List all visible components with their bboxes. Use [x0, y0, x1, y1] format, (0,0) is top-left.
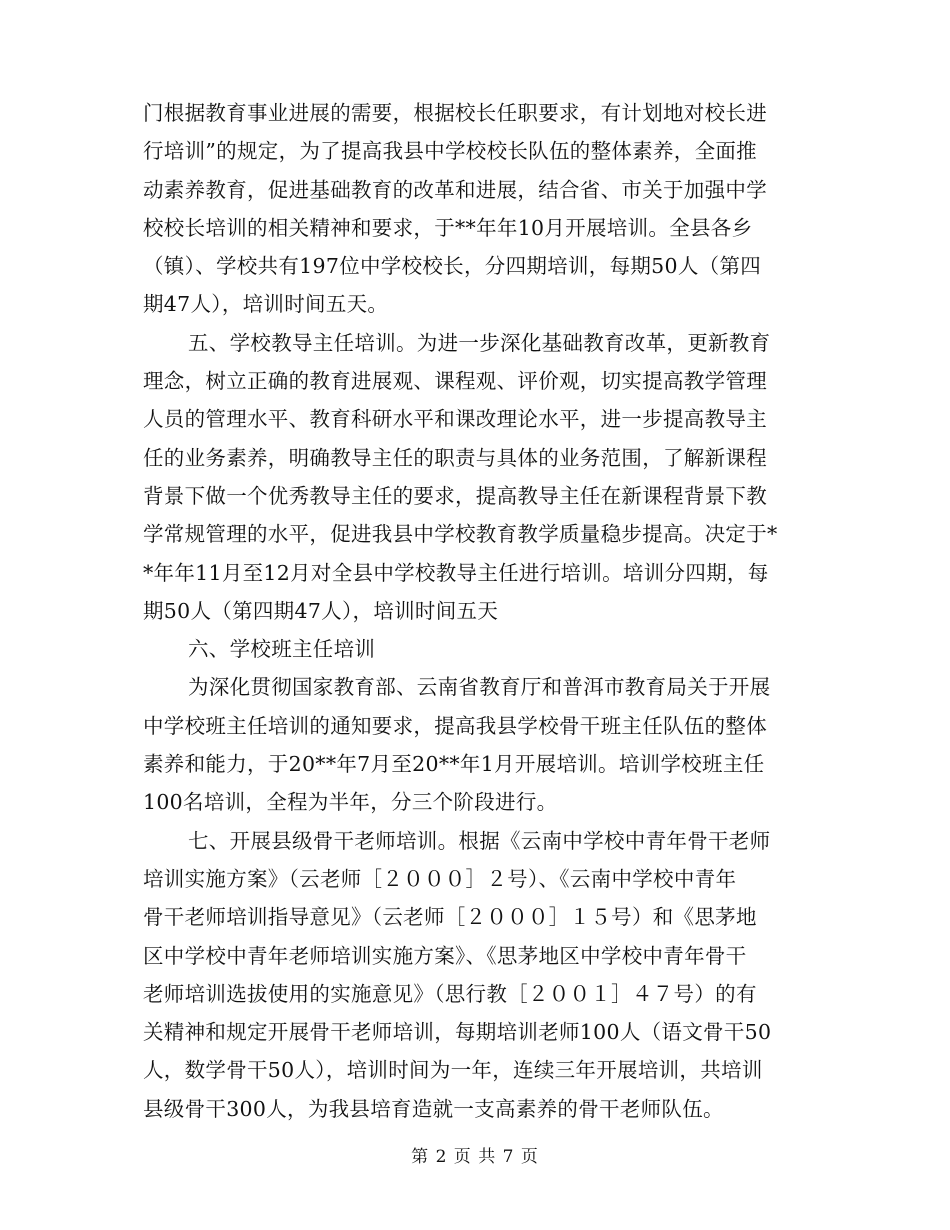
text-line: 素养和能力，于20**年7月至20**年1月开展培训。培训学校班主任 — [143, 752, 765, 777]
text-line: 中学校班主任培训的通知要求，提高我县学校骨干班主任队伍的整体 — [143, 713, 767, 738]
page-number-footer: 第 2 页 共 7 页 — [411, 1147, 539, 1167]
text-line: 行培训”的规定，为了提高我县中学校校长队伍的整体素养，全面推 — [143, 139, 757, 164]
text-line: 人，数学骨干50人），培训时间为一年，连续三年开展培训，共培训 — [143, 1058, 763, 1083]
text-line: 关精神和规定开展骨干老师培训，每期培训老师100人（语文骨干50 — [143, 1020, 772, 1045]
text-line: 学常规管理的水平，促进我县中学校教育教学质量稳步提高。决定于* — [143, 522, 778, 547]
text-line: 门根据教育事业进展的需要，根据校长任职要求，有计划地对校长进 — [143, 101, 767, 125]
text-line: 校校长培训的相关精神和要求，于**年年10月开展培训。全县各乡 — [143, 215, 753, 240]
text-line: 区中学校中青年老师培训实施方案》、《思茅地区中学校中青年骨干 — [143, 943, 747, 968]
text-line: *年年11月至12月对全县中学校教导主任进行培训。培训分四期，每 — [143, 560, 769, 585]
text-line: 五、学校教导主任培训。为进一步深化基础教育改革，更新教育 — [188, 330, 771, 355]
document-body — [143, 94, 823, 1128]
text-line: 期50人（第四期47人），培训时间五天 — [143, 598, 499, 623]
text-line: 县级骨干300人，为我县培育造就一支高素养的骨干老师队伍。 — [143, 1096, 724, 1121]
text-line: 七、开展县级骨干老师培训。根据《云南中学校中青年骨干老师 — [188, 828, 771, 853]
text-line: 六、学校班主任培训 — [188, 637, 376, 662]
text-line: 人员的管理水平、教育科研水平和课改理论水平，进一步提高教导主 — [143, 407, 767, 432]
text-line: 动素养教育，促进基础教育的改革和进展，结合省、市关于加强中学 — [143, 177, 767, 202]
text-line: （镇）、学校共有197位中学校校长，分四期培训，每期50人（第四 — [143, 254, 762, 279]
text-line: 100名培训，全程为半年，分三个阶段进行。 — [143, 790, 558, 815]
text-line: 骨干老师培训指导意见》（云老师［２０００］１５号）和《思茅地 — [143, 905, 757, 930]
text-line: 背景下做一个优秀教导主任的要求，提高教导主任在新课程背景下教 — [143, 483, 767, 508]
text-line: 为深化贯彻国家教育部、云南省教育厅和普洱市教育局关于开展 — [188, 675, 771, 700]
text-line: 培训实施方案》（云老师［２０００］２号）、《云南中学校中青年 — [143, 866, 737, 891]
text-line: 老师培训选拔使用的实施意见》（思行教［２００１］４７号）的有 — [143, 981, 757, 1006]
text-line: 理念，树立正确的教育进展观、课程观、评价观，切实提高教学管理 — [143, 369, 767, 394]
text-line: 期47人），培训时间五天。 — [143, 292, 389, 317]
text-line: 任的业务素养，明确教导主任的职责与具体的业务范围，了解新课程 — [143, 445, 767, 470]
